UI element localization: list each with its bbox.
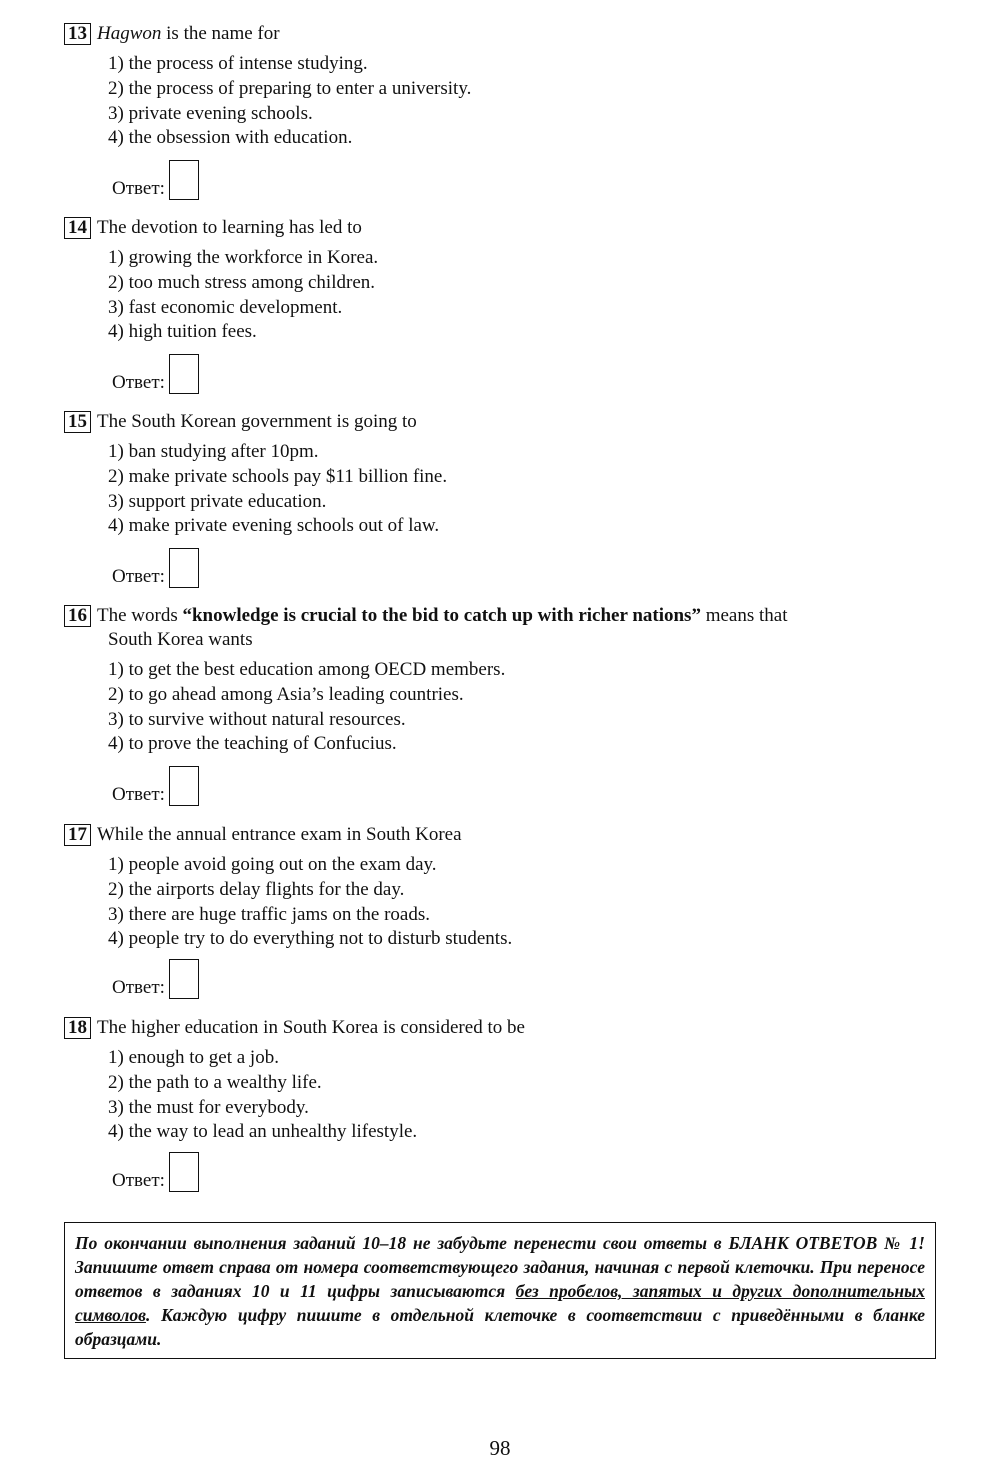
- option-1[interactable]: 1) the process of intense studying.: [108, 53, 368, 74]
- stem-text-post: means that: [700, 605, 788, 626]
- question-16: [64, 604, 924, 805]
- option-3[interactable]: 3) private evening schools.: [108, 102, 313, 124]
- option-1[interactable]: 1) ban studying after 10pm.: [108, 441, 319, 462]
- page-number: 98: [489, 1436, 511, 1460]
- option-3[interactable]: 3) to survive without natural resources.: [108, 708, 406, 730]
- stem-italic: Hagwon: [97, 23, 162, 44]
- option-2[interactable]: 2) the path to a wealthy life.: [108, 1071, 322, 1093]
- answer-label: Ответ:: [112, 178, 165, 199]
- option-4[interactable]: 4) the way to lead an unhealthy lifestyle.: [108, 1121, 418, 1143]
- answer-row: [112, 160, 199, 200]
- stem-text: While the annual entrance exam in South Korea: [97, 824, 462, 845]
- stem-text-pre: The words: [97, 605, 183, 626]
- notice-underlined: без пробелов, запятых и других дополнительных символов: [75, 1281, 926, 1325]
- option-1[interactable]: 1) people avoid going out on the exam day.: [108, 854, 437, 875]
- answer-box[interactable]: [169, 548, 199, 588]
- answer-box[interactable]: [169, 354, 199, 394]
- question-15: [64, 410, 924, 587]
- answer-label: Ответ:: [112, 1170, 165, 1191]
- answer-box[interactable]: [169, 766, 199, 806]
- question-stem: [64, 216, 924, 240]
- question-17: [64, 823, 924, 998]
- option-3[interactable]: 3) there are huge traffic jams on the roads.: [108, 903, 430, 925]
- instruction-notice: [64, 1222, 936, 1359]
- option-4[interactable]: 4) to prove the teaching of Confucius.: [108, 733, 397, 755]
- option-3[interactable]: 3) the must for everybody.: [108, 1096, 309, 1118]
- question-number: 17: [64, 824, 91, 846]
- options-list: [108, 1046, 924, 1145]
- answer-row: [112, 548, 199, 588]
- option-1[interactable]: 1) to get the best education among OECD members.: [108, 659, 506, 680]
- options-list: [108, 52, 924, 151]
- stem-text: The higher education in South Korea is considered to be: [97, 1017, 525, 1038]
- question-number: 18: [64, 1017, 91, 1039]
- answer-box[interactable]: [169, 959, 199, 999]
- answer-row: [112, 766, 199, 806]
- question-stem: [64, 410, 924, 434]
- options-list: [108, 440, 924, 539]
- option-1[interactable]: 1) growing the workforce in Korea.: [108, 247, 379, 268]
- answer-box[interactable]: [169, 1152, 199, 1192]
- question-stem: [64, 1016, 924, 1040]
- question-number: 14: [64, 217, 91, 239]
- stem-continuation: South Korea wants: [108, 629, 253, 650]
- option-3[interactable]: 3) support private education.: [108, 490, 327, 512]
- option-2[interactable]: 2) make private schools pay $11 billion fine.: [108, 465, 448, 487]
- stem-text: The devotion to learning has led to: [97, 217, 362, 238]
- question-number: 15: [64, 411, 91, 433]
- answer-box[interactable]: [169, 160, 199, 200]
- stem-text: is the name for: [161, 23, 280, 44]
- answer-row: [112, 354, 199, 394]
- option-3[interactable]: 3) fast economic development.: [108, 296, 343, 318]
- stem-text: The South Korean government is going to: [97, 411, 417, 432]
- answer-label: Ответ:: [112, 566, 165, 587]
- notice-part-2: . Каждую цифру пишите в отдельной клеточке в соответствии с приведёнными в бланке образцами.: [75, 1305, 925, 1349]
- answer-label: Ответ:: [112, 784, 165, 805]
- option-2[interactable]: 2) the airports delay flights for the day.: [108, 878, 405, 900]
- option-4[interactable]: 4) the obsession with education.: [108, 127, 353, 149]
- answer-label: Ответ:: [112, 372, 165, 393]
- option-4[interactable]: 4) people try to do everything not to disturb students.: [108, 928, 513, 950]
- options-list: [108, 658, 924, 757]
- option-2[interactable]: 2) to go ahead among Asia’s leading countries.: [108, 683, 464, 705]
- notice-part-1: По окончании выполнения заданий 10–18 не забудьте перенести свои ответы в БЛАНК ОТВЕТОВ № 1! Запишите ответ справа от номера соответствующего задания, начиная с первой клеточки. При переносе ответов в заданиях 10 и 11 цифры записываются: [75, 1233, 925, 1301]
- question-stem: [64, 823, 924, 847]
- option-2[interactable]: 2) the process of preparing to enter a university.: [108, 77, 472, 99]
- question-number: 16: [64, 605, 91, 627]
- option-2[interactable]: 2) too much stress among children.: [108, 271, 376, 293]
- options-list: [108, 246, 924, 345]
- answer-label: Ответ:: [112, 977, 165, 998]
- question-stem: [64, 22, 924, 46]
- question-number: 13: [64, 23, 91, 45]
- question-14: [64, 216, 924, 393]
- stem-quote: “knowledge is crucial to the bid to catch up with richer nations”: [182, 605, 701, 626]
- option-1[interactable]: 1) enough to get a job.: [108, 1047, 279, 1068]
- answer-row: [112, 959, 199, 999]
- question-13: [64, 22, 924, 199]
- answer-row: [112, 1152, 199, 1192]
- options-list: [108, 853, 924, 952]
- question-stem: [64, 604, 924, 652]
- option-4[interactable]: 4) high tuition fees.: [108, 321, 257, 343]
- question-18: [64, 1016, 924, 1191]
- option-4[interactable]: 4) make private evening schools out of law.: [108, 515, 440, 537]
